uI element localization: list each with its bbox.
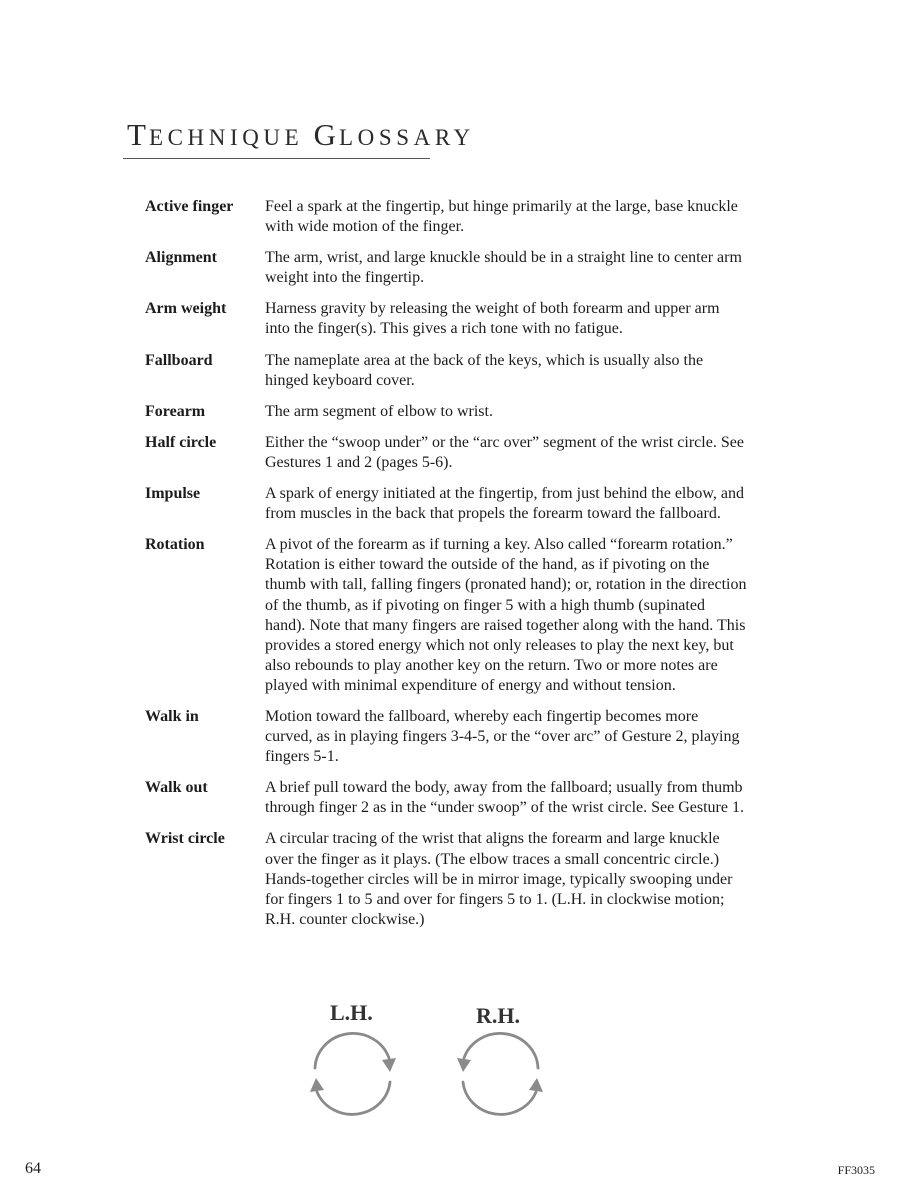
right-hand-label: R.H. bbox=[476, 1003, 520, 1028]
title-rest-echnique: ECHNIQUE bbox=[148, 125, 304, 150]
glossary-definition: The arm, wrist, and large knuckle should be in a straight line to center arm weight into the fingertip. bbox=[265, 249, 742, 287]
glossary-term: Fallboard bbox=[145, 351, 213, 369]
glossary-definition: A brief pull toward the body, away from the fallboard; usually from thumb through finger 2 as in the “under swoop” of the wrist circle. See Gesture 1. bbox=[265, 779, 744, 817]
glossary-entry bbox=[145, 707, 755, 767]
glossary-term: Alignment bbox=[145, 249, 217, 267]
glossary-definition: A circular tracing of the wrist that aligns the forearm and large knuckle over the finger as it plays. (The elbow traces a small concentric circle.) Hands-together circles will be in mirror image, typically swooping under for fingers 1 to 5 and over for fingers 5 to 1. (L.H. in clockwise motion; R.H. counter clockwise.) bbox=[265, 830, 733, 928]
glossary-term: Forearm bbox=[145, 402, 206, 420]
glossary-definition: Harness gravity by releasing the weight of both forearm and upper arm into the finger(s). This gives a rich tone with no fatigue. bbox=[265, 300, 720, 338]
glossary-definition: A pivot of the forearm as if turning a key. Also called “forearm rotation.” Rotation is either toward the outside of the hand, as if pivoting on the thumb with tall, falling fingers (pronated hand); or, rotation in the direction of the thumb, as if pivoting on finger 5 with a high thumb (supinated hand). Note that many fingers are raised together along with the hand. This provides a stored energy which not only releases to play the next key, but also rebounds to play another key on the return. Two or more notes are played with minimal expenditure of energy and without tension. bbox=[265, 536, 747, 694]
glossary-term: Walk in bbox=[145, 707, 199, 725]
page-title bbox=[127, 117, 475, 154]
glossary-term: Impulse bbox=[145, 485, 201, 503]
glossary-entry bbox=[145, 351, 755, 391]
glossary-definition: Either the “swoop under” or the “arc over” segment of the wrist circle. See Gestures 1 and 2 (pages 5-6). bbox=[265, 433, 744, 471]
left-hand-label: L.H. bbox=[330, 1000, 373, 1025]
left-hand-clockwise-circle-icon bbox=[308, 1030, 398, 1120]
glossary-term: Half circle bbox=[145, 433, 217, 451]
title-rest-lossary: LOSSARY bbox=[339, 125, 475, 150]
glossary-entry bbox=[145, 402, 755, 422]
glossary-term: Walk out bbox=[145, 779, 208, 797]
glossary-definition: The arm segment of elbow to wrist. bbox=[265, 402, 493, 420]
glossary-term: Active finger bbox=[145, 198, 234, 215]
title-block bbox=[123, 117, 475, 159]
glossary-entry bbox=[145, 778, 755, 818]
catalog-code: FF3035 bbox=[837, 1163, 875, 1177]
glossary-term: Arm weight bbox=[145, 300, 227, 318]
title-initial-g: G bbox=[313, 117, 340, 152]
glossary-entry bbox=[145, 484, 755, 524]
glossary-definition: A spark of energy initiated at the fingertip, from just behind the elbow, and from muscles in the back that propels the forearm toward the fallboard. bbox=[265, 485, 744, 523]
page-number: 64 bbox=[25, 1160, 41, 1177]
glossary-entry bbox=[145, 248, 755, 288]
glossary-definition: Motion toward the fallboard, whereby each fingertip becomes more curved, as in playing fingers 3-4-5, or the “over arc” of Gesture 2, playing fingers 5-1. bbox=[265, 707, 740, 766]
glossary-entry bbox=[145, 433, 755, 473]
glossary-term: Rotation bbox=[145, 536, 205, 554]
wrist-circle-diagram bbox=[300, 1000, 560, 1125]
right-hand-counterclockwise-circle-icon bbox=[455, 1030, 545, 1120]
glossary-definition: The nameplate area at the back of the keys, which is usually also the hinged keyboard cover. bbox=[265, 351, 704, 389]
glossary-entry bbox=[145, 829, 755, 929]
glossary-definition: Feel a spark at the fingertip, but hinge primarily at the large, base knuckle with wide motion of the finger. bbox=[265, 198, 738, 236]
glossary-entry bbox=[145, 535, 755, 696]
title-initial-t: T bbox=[127, 117, 149, 152]
glossary-entry bbox=[145, 299, 755, 339]
glossary-term: Wrist circle bbox=[145, 830, 225, 848]
glossary-list bbox=[145, 197, 755, 941]
glossary-entry bbox=[145, 197, 755, 237]
